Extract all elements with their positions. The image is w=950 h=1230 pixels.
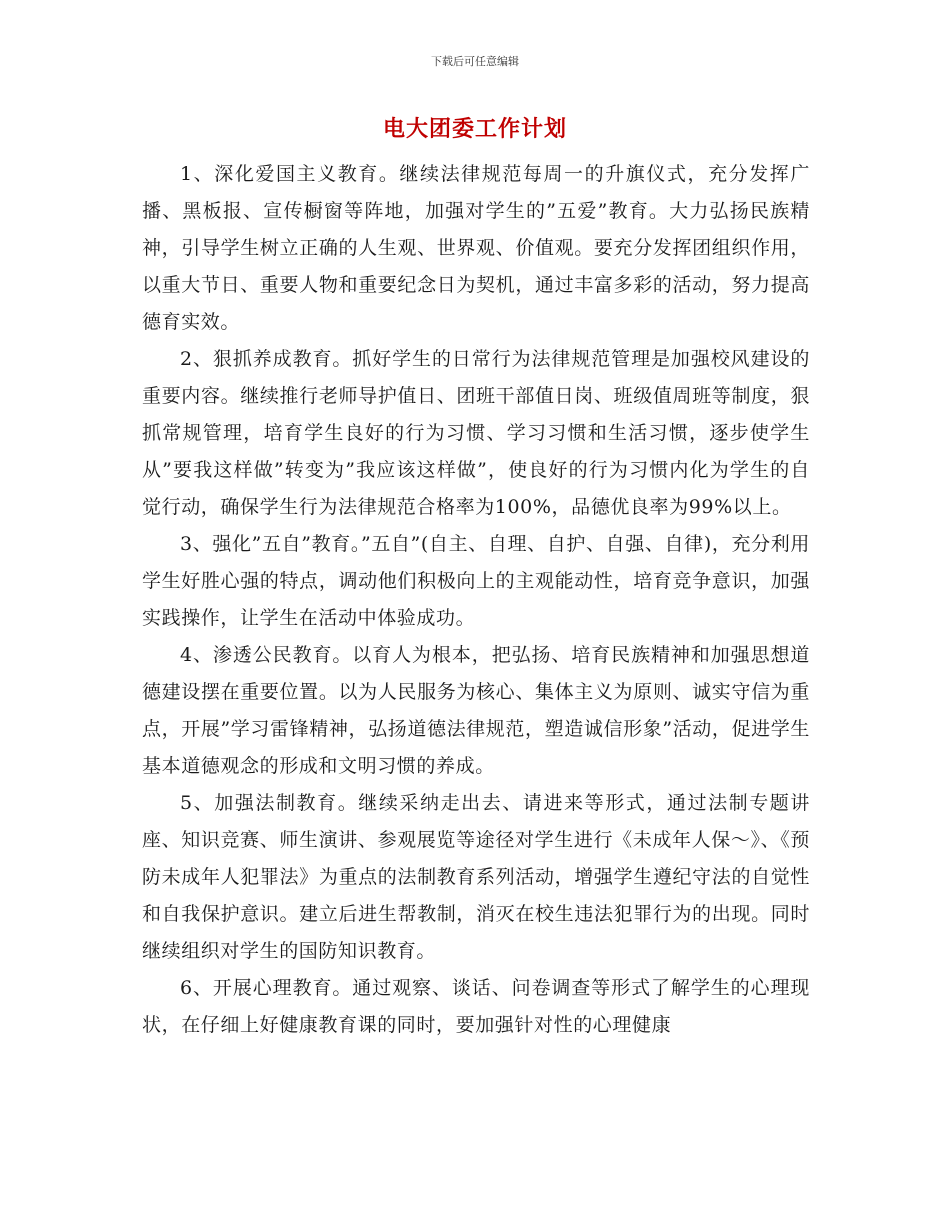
document-title: 电大团委工作计划 [382,117,567,142]
paragraph-1: 1、深化爱国主义教育。继续法律规范每周一的升旗仪式，充分发挥广播、黑板报、宣传橱窗等阵地，加强对学生的”五爱”教育。大力弘扬民族精神，引导学生树立正确的人生观、世界观、价值观。要充分发挥团组织作用，以重大节日、重要人物和重要纪念日为契机，通过丰富多彩的活动，努力提高德育实效。 [142,163,810,333]
paragraph-6: 6、开展心理教育。通过观察、谈话、问卷调查等形式了解学生的心理现状，在仔细上好健康教育课的同时，要加强针对性的心理健康 [142,977,810,1036]
paragraph-3: 3、强化”五自”教育。”五自”(自主、自理、自护、自强、自律)，充分利用学生好胜心强的特点，调动他们积极向上的主观能动性，培育竞争意识，加强实践操作，让学生在活动中体验成功。 [142,533,810,629]
document-body [142,156,810,1044]
paragraph-2: 2、狠抓养成教育。抓好学生的日常行为法律规范管理是加强校风建设的重要内容。继续推行老师导护值日、团班干部值日岗、班级值周班等制度，狠抓常规管理，培育学生良好的行为习惯、学习习惯和生活习惯，逐步使学生从”要我这样做”转变为”我应该这样做”，使良好的行为习惯内化为学生的自觉行动，确保学生行为法律规范合格率为100%，品德优良率为99%以上。 [142,348,810,518]
paragraph-5: 5、加强法制教育。继续采纳走出去、请进来等形式，通过法制专题讲座、知识竞赛、师生演讲、参观展览等途径对学生进行《未成年人保～》、《预防未成年人犯罪法》为重点的法制教育系列活动，增强学生遵纪守法的自觉性和自我保护意识。建立后进生帮教制，消灭在校生违法犯罪行为的出现。同时继续组织对学生的国防知识教育。 [142,792,810,962]
header-note: 下载后可任意编辑 [431,55,519,68]
paragraph-4: 4、渗透公民教育。以育人为根本，把弘扬、培育民族精神和加强思想道德建设摆在重要位置。以为人民服务为核心、集体主义为原则、诚实守信为重点，开展”学习雷锋精神，弘扬道德法律规范，塑造诚信形象”活动，促进学生基本道德观念的形成和文明习惯的养成。 [142,644,810,777]
